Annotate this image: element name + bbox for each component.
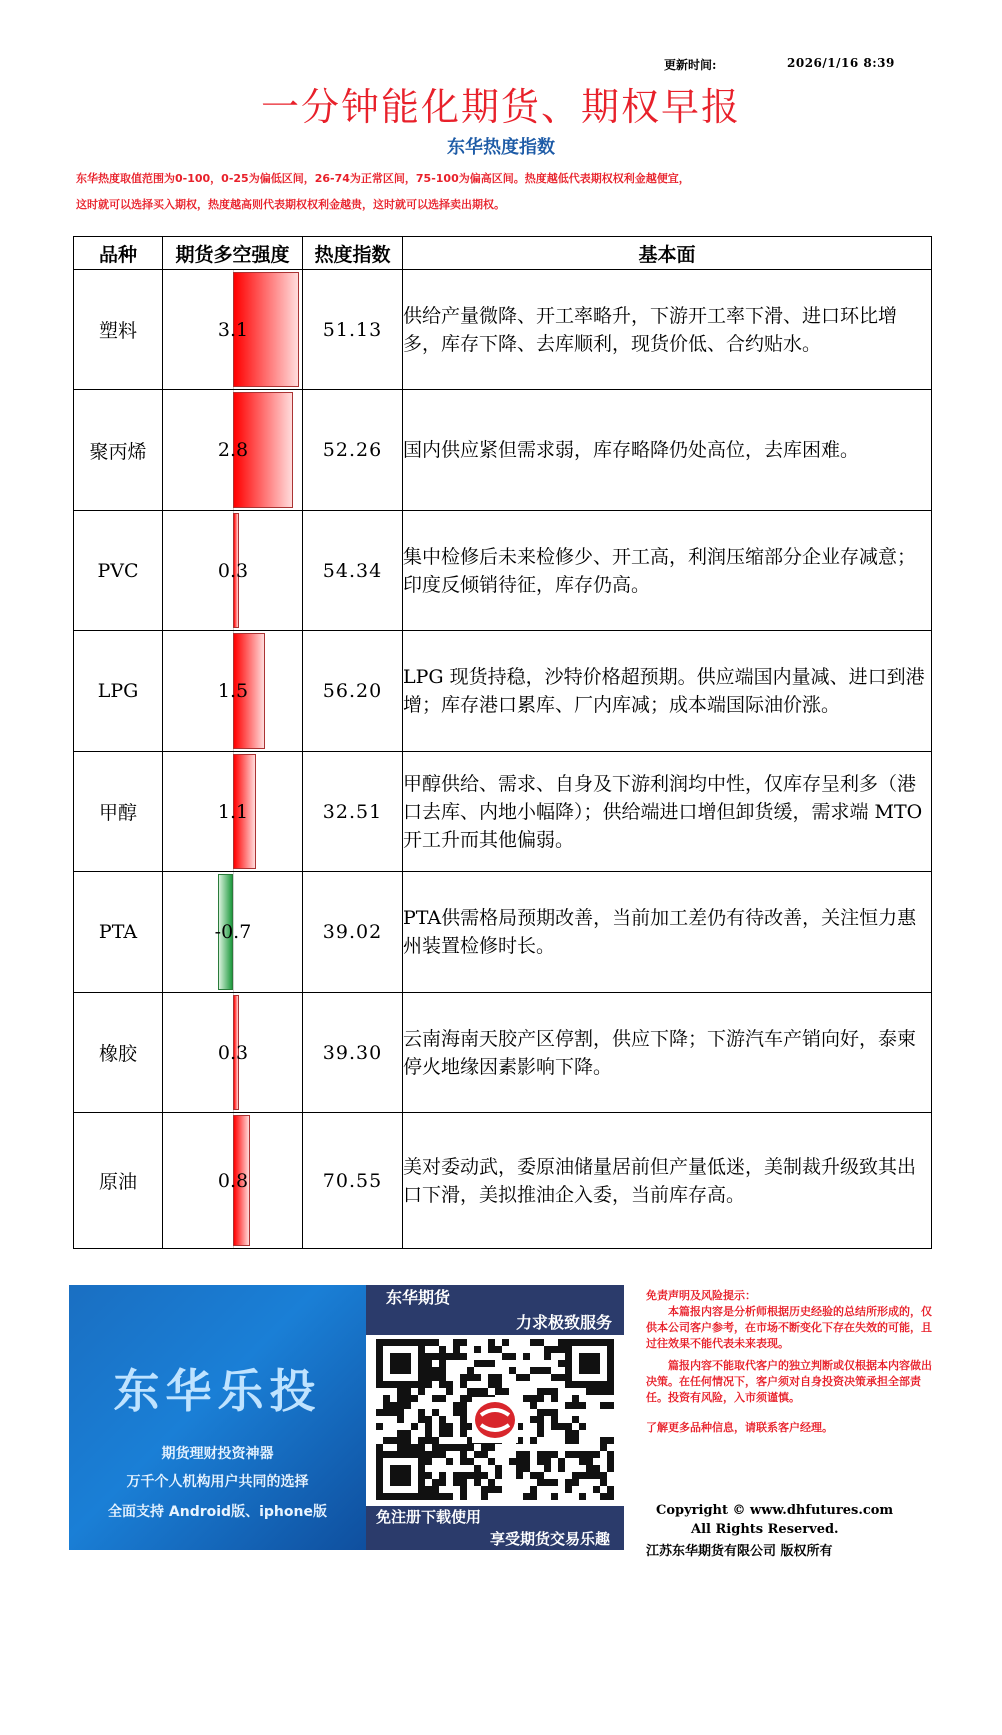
strength-value: 1.1 (217, 800, 249, 823)
fundamentals-text: 国内供应紧但需求弱，库存略降仍处高位，去库困难。 (403, 390, 932, 511)
strength-cell (163, 631, 303, 752)
qr-download-panel (366, 1285, 624, 1550)
disclaimer-paragraph-2: 篇报内容不能取代客户的独立判断或仅根据本内容做出决策。在任何情况下，客户须对自身投资决策承担全部责任。投资有风险，入市须谨慎。 (646, 1359, 932, 1404)
variety-name: 聚丙烯 (74, 390, 163, 511)
promo-tagline-1: 期货理财投资神器 (161, 1446, 274, 1462)
strength-cell (163, 993, 303, 1113)
fundamentals-text: 供给产量微降、开工率略升，下游开工率下滑、进口环比增多，库存下降、去库顺利，现货价低、合约贴水。 (403, 270, 932, 390)
strength-value: 2.8 (217, 439, 249, 461)
qr-footer-enjoy: 享受期货交易乐趣 (366, 1528, 624, 1550)
copyright-company: 江苏东华期货有限公司 版权所有 (646, 1544, 833, 1559)
strength-cell (163, 390, 303, 511)
table-row (74, 872, 932, 993)
heat-index: 70.55 (303, 1113, 403, 1249)
promo-tagline-2: 万千个人机构用户共同的选择 (126, 1474, 309, 1490)
heat-note-line-2: 这时就可以选择买入期权，热度越高则代表期权权利金越贵，这时就可以选择卖出期权。 (76, 198, 505, 211)
table-row (74, 270, 932, 390)
heat-index: 39.02 (303, 872, 403, 993)
copyright-line-1: Copyright © www.dhfutures.com (656, 1503, 894, 1518)
report-table (73, 236, 932, 1249)
strength-cell (163, 270, 303, 390)
qr-code-icon[interactable] (376, 1339, 614, 1502)
column-header-variety: 品种 (74, 237, 163, 270)
table-header-row (74, 237, 932, 270)
column-header-fundamentals: 基本面 (403, 237, 932, 270)
strength-value: 0.8 (217, 1169, 249, 1192)
column-header-strength: 期货多空强度 (163, 237, 303, 270)
qr-header-brand: 东华期货 (366, 1285, 624, 1311)
qr-footer-register: 免注册下载使用 (366, 1506, 624, 1528)
fundamentals-text: 集中检修后未来检修少、开工高，利润压缩部分企业存减意；印度反倾销待征，库存仍高。 (403, 511, 932, 631)
strength-value: 1.5 (217, 680, 249, 702)
variety-name: 橡胶 (74, 993, 163, 1113)
heat-index: 54.34 (303, 511, 403, 631)
variety-name: PTA (74, 872, 163, 993)
strength-cell (163, 752, 303, 872)
strength-cell (163, 511, 303, 631)
qr-header-slogan: 力求极致服务 (366, 1311, 624, 1335)
strength-value: 3.1 (217, 318, 249, 341)
variety-name: 甲醇 (74, 752, 163, 872)
disclaimer (646, 1288, 934, 1436)
page-subtitle: 东华热度指数 (447, 137, 555, 158)
heat-note-line-1: 东华热度取值范围为0-100，0-25为偏低区间，26-74为正常区间，75-100为偏高区间。热度越低代表期权权利金越便宜， (76, 172, 690, 185)
heat-index: 39.30 (303, 993, 403, 1113)
fundamentals-text: 美对委动武，委原油储量居前但产量低迷，美制裁升级致其出口下滑，美拟推油企入委，当前库存高。 (403, 1113, 932, 1249)
table-row (74, 993, 932, 1113)
app-promo-banner (69, 1285, 366, 1550)
strength-cell (163, 872, 303, 993)
table-row (74, 752, 932, 872)
variety-name: LPG (74, 631, 163, 752)
table-row (74, 511, 932, 631)
disclaimer-title: 免责声明及风险提示： (646, 1289, 756, 1302)
fundamentals-text: PTA供需格局预期改善，当前加工差仍有待改善，关注恒力惠州装置检修时长。 (403, 872, 932, 993)
app-logo-text: 东华乐投 (113, 1364, 322, 1418)
disclaimer-paragraph-1: 本篇报内容是分析师根据历史经验的总结所形成的，仅供本公司客户参考，在市场不断变化下存在失效的可能，且过往效果不能代表未来表现。 (646, 1305, 932, 1350)
heat-index: 32.51 (303, 752, 403, 872)
heat-index: 56.20 (303, 631, 403, 752)
column-header-heat: 热度指数 (303, 237, 403, 270)
heat-index: 52.26 (303, 390, 403, 511)
disclaimer-contact: 了解更多品种信息，请联系客户经理。 (646, 1421, 833, 1434)
update-label: 更新时间: (664, 58, 717, 72)
heat-index: 51.13 (303, 270, 403, 390)
fundamentals-text: LPG 现货持稳，沙特价格超预期。供应端国内量减、进口到港增；库存港口累库、厂内库减；成本端国际油价涨。 (403, 631, 932, 752)
strength-value: 0.3 (217, 559, 249, 582)
promo-tagline-3: 全面支持 Android版、iphone版 (108, 1504, 327, 1520)
table-row (74, 631, 932, 752)
strength-value: 0.3 (217, 1041, 249, 1064)
variety-name: 原油 (74, 1113, 163, 1249)
strength-value: -0.7 (214, 921, 252, 943)
table-row (74, 390, 932, 511)
page-title: 一分钟能化期货、期权早报 (260, 85, 741, 129)
strength-cell (163, 1113, 303, 1249)
variety-name: PVC (74, 511, 163, 631)
update-time: 2026/1/16 8:39 (787, 56, 895, 70)
fundamentals-text: 云南海南天胶产区停割，供应下降；下游汽车产销向好，泰柬停火地缘因素影响下降。 (403, 993, 932, 1113)
copyright-line-2: All Rights Reserved. (691, 1522, 839, 1537)
fundamentals-text: 甲醇供给、需求、自身及下游利润均中性，仅库存呈利多（港口去库、内地小幅降）；供给端进口增但卸货缓，需求端 MTO 开工升而其他偏弱。 (403, 752, 932, 872)
variety-name: 塑料 (74, 270, 163, 390)
table-row (74, 1113, 932, 1249)
